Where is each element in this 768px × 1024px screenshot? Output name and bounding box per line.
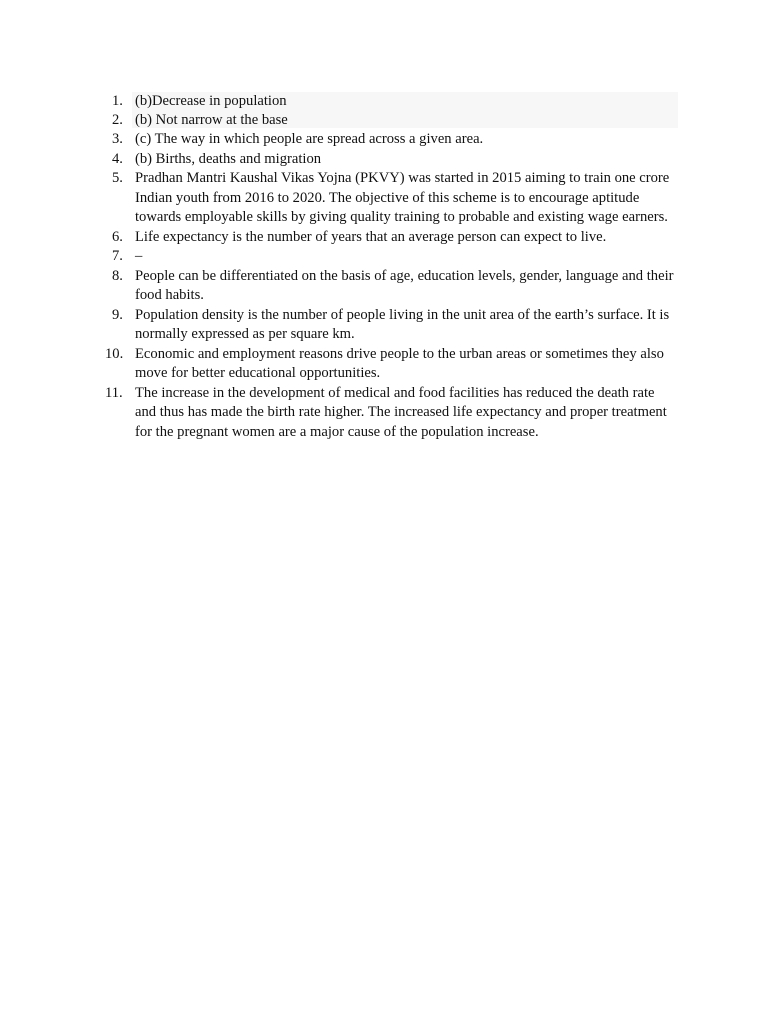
list-item-number: 7.: [112, 248, 123, 264]
list-item-text: (b)Decrease in population: [135, 93, 287, 109]
answer-list: [100, 93, 678, 442]
list-item-number: 2.: [112, 111, 123, 128]
list-item-number: 9.: [112, 306, 123, 323]
list-item-number: 6.: [112, 228, 123, 245]
list-item: [100, 150, 678, 170]
list-item-text: The increase in the development of medical and food facilities has reduced the death rate and thus has made the birth rate higher. The increased life expectancy and proper treatment for the pregnant women are a major cause of the population increase.: [135, 384, 667, 440]
list-item: [100, 345, 678, 384]
list-item-text: –: [135, 248, 143, 264]
list-item-number: 11.: [105, 384, 123, 401]
list-item-text: (c) The way in which people are spread across a given area.: [135, 131, 484, 147]
list-item: [100, 267, 678, 306]
list-item-number: 3.: [112, 131, 123, 147]
list-item-number: 4.: [112, 150, 123, 167]
list-item-text: (b) Not narrow at the base: [135, 111, 288, 128]
list-item: [100, 169, 678, 228]
list-item-text: People can be differentiated on the basis of age, education levels, gender, language and their food habits.: [135, 267, 674, 303]
list-item: [100, 130, 678, 150]
list-item: [100, 93, 678, 111]
list-item: [100, 247, 678, 267]
list-item-text: (b) Births, deaths and migration: [135, 150, 322, 167]
list-item-number: 8.: [112, 267, 123, 284]
list-item-text: Life expectancy is the number of years that an average person can expect to live.: [135, 228, 607, 245]
list-item: [100, 384, 678, 443]
list-item-number: 1.: [112, 93, 123, 109]
list-item-text: Population density is the number of people living in the unit area of the earth’s surface. It is normally expressed as per square km.: [135, 306, 670, 342]
list-item: [100, 228, 678, 248]
list-item-number: 10.: [105, 345, 124, 362]
list-item-number: 5.: [112, 170, 123, 186]
list-item-text: Economic and employment reasons drive people to the urban areas or sometimes they also move for better educational opportunities.: [135, 345, 664, 381]
list-item-text: Pradhan Mantri Kaushal Vikas Yojna (PKVY) was started in 2015 aiming to train one crore Indian youth from 2016 to 2020. The objective of this scheme is to encourage aptitude towards employable skills by giving quality training to probable and existing wage earners.: [135, 170, 670, 225]
list-item: [100, 111, 678, 131]
list-item: [100, 306, 678, 345]
